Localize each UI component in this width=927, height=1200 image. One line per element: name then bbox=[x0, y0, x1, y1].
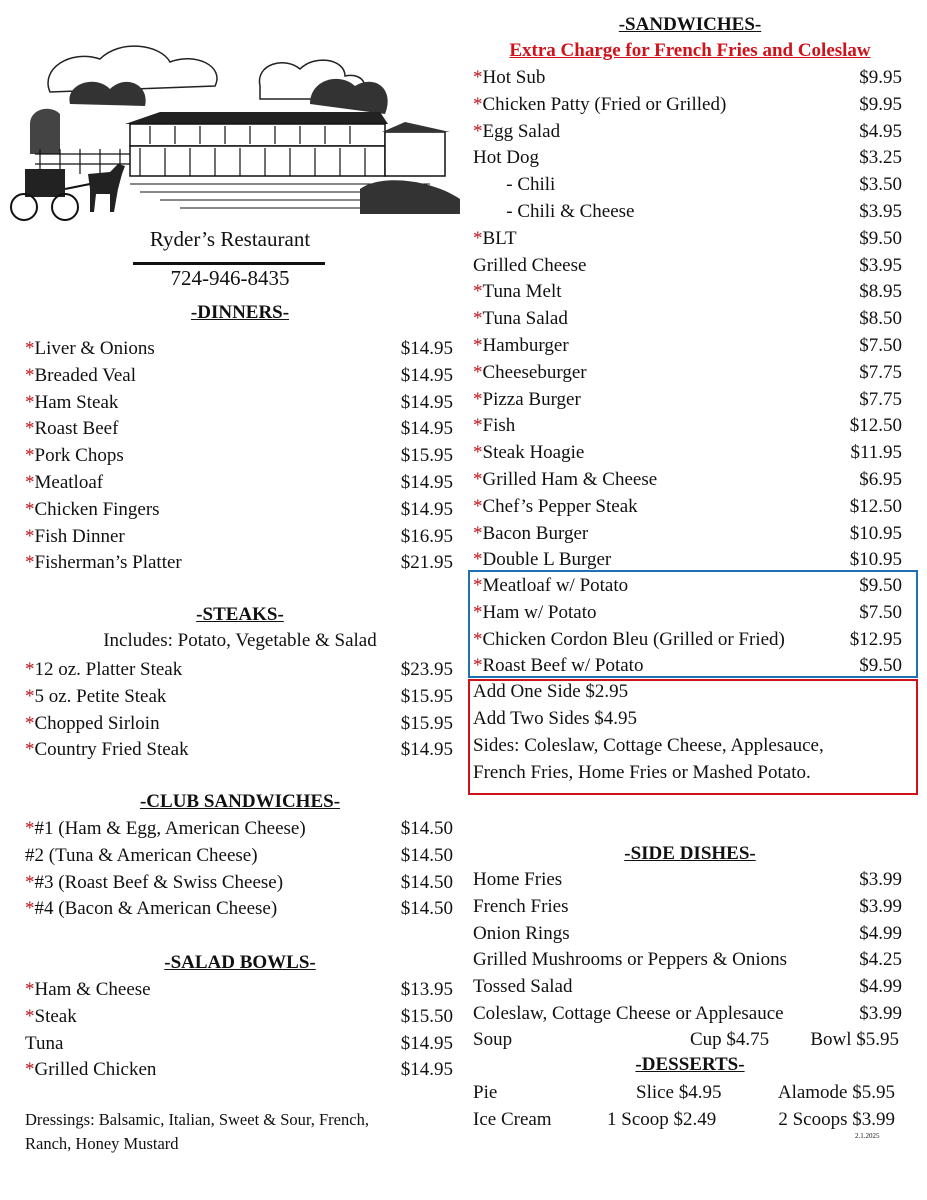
item-name bbox=[473, 412, 515, 439]
item-price: $15.95 bbox=[400, 712, 453, 734]
item-price: $15.95 bbox=[400, 685, 453, 707]
desserts-heading: -DESSERTS- bbox=[635, 1054, 745, 1075]
item-name bbox=[473, 198, 634, 225]
sandwich-item bbox=[473, 305, 902, 332]
sandwich-item bbox=[473, 466, 902, 493]
item-label: Hot Sub bbox=[482, 67, 546, 88]
star-marker: * bbox=[473, 575, 483, 596]
item-name bbox=[473, 359, 587, 386]
dinner-item bbox=[25, 362, 453, 389]
item-label: Roast Beef bbox=[34, 418, 119, 440]
item-name bbox=[25, 710, 160, 737]
item-label: Liver & Onions bbox=[34, 338, 155, 359]
sandwich-item bbox=[473, 91, 902, 118]
item-price: $4.99 bbox=[859, 922, 902, 944]
club-sandwiches-heading: -CLUB SANDWICHES- bbox=[139, 791, 341, 812]
item-price: $14.95 bbox=[400, 472, 453, 493]
star-marker: * bbox=[25, 659, 35, 680]
item-price: $7.50 bbox=[859, 601, 902, 623]
item-price: $15.95 bbox=[400, 445, 453, 467]
item-price: $9.50 bbox=[859, 655, 902, 677]
item-price: $14.50 bbox=[400, 898, 453, 920]
item-price: $7.50 bbox=[859, 335, 902, 356]
star-marker: * bbox=[25, 525, 35, 547]
item-price: $10.95 bbox=[849, 522, 902, 544]
ice-cream-row bbox=[473, 1106, 902, 1133]
star-marker: * bbox=[473, 549, 483, 571]
item-name bbox=[25, 895, 277, 922]
item-price: $14.95 bbox=[400, 338, 453, 359]
star-marker: * bbox=[25, 685, 35, 707]
potato-item bbox=[473, 652, 902, 679]
item-price: $12.95 bbox=[849, 628, 902, 650]
item-price: $3.99 bbox=[859, 869, 902, 890]
item-price: $14.95 bbox=[400, 391, 453, 413]
star-marker: * bbox=[473, 495, 483, 517]
item-label: #4 (Bacon & American Cheese) bbox=[34, 898, 278, 920]
star-marker: * bbox=[25, 871, 35, 893]
item-price: $15.50 bbox=[400, 1005, 453, 1027]
item-label: Double L Burger bbox=[482, 549, 612, 571]
item-label: Steak Hoagie bbox=[482, 442, 585, 464]
star-marker: * bbox=[473, 361, 483, 383]
star-marker: * bbox=[473, 442, 483, 464]
item-label: Egg Salad bbox=[482, 120, 561, 142]
item-name bbox=[473, 252, 586, 279]
item-label: Breaded Veal bbox=[34, 364, 136, 386]
item-label: #2 (Tuna & American Cheese) bbox=[25, 844, 258, 866]
item-label: Onion Rings bbox=[473, 922, 570, 944]
dinner-item bbox=[25, 496, 453, 523]
star-marker: * bbox=[25, 498, 35, 520]
dressings-line-2: Ranch, Honey Mustard bbox=[25, 1134, 179, 1153]
item-price: $3.99 bbox=[859, 895, 902, 917]
item-name bbox=[473, 920, 570, 947]
item-price: $7.75 bbox=[859, 361, 902, 383]
sides-list-line-1: Sides: Coleslaw, Cottage Cheese, Applesauce, bbox=[473, 735, 824, 756]
star-marker: * bbox=[473, 227, 483, 249]
star-marker: * bbox=[25, 364, 35, 386]
star-marker: * bbox=[473, 522, 483, 544]
restaurant-sketch bbox=[10, 14, 464, 226]
item-label: Home Fries bbox=[473, 869, 563, 890]
item-price: $3.50 bbox=[859, 174, 902, 196]
sandwich-item bbox=[473, 144, 902, 171]
dinner-item bbox=[25, 335, 453, 362]
item-price: $14.95 bbox=[400, 739, 453, 761]
menu-date: 2.1.2025 bbox=[855, 1132, 880, 1140]
item-label: #3 (Roast Beef & Swiss Cheese) bbox=[34, 871, 284, 893]
item-name bbox=[473, 1000, 784, 1027]
soup-row bbox=[473, 1026, 902, 1053]
item-name bbox=[25, 1030, 63, 1057]
club-sandwich-item bbox=[25, 895, 453, 922]
sandwich-item bbox=[473, 64, 902, 91]
item-label: Grilled Chicken bbox=[34, 1059, 157, 1081]
item-price: $3.25 bbox=[859, 147, 902, 169]
item-name bbox=[25, 1003, 77, 1030]
star-marker: * bbox=[25, 818, 35, 839]
star-marker: * bbox=[25, 979, 35, 1000]
item-label: #1 (Ham & Egg, American Cheese) bbox=[34, 818, 306, 839]
item-label: Tuna Melt bbox=[482, 281, 562, 303]
side-dish-item bbox=[473, 1000, 902, 1027]
item-label: Pizza Burger bbox=[482, 388, 581, 410]
sandwich-item bbox=[473, 252, 902, 279]
item-label: Fisherman’s Platter bbox=[34, 552, 182, 574]
item-name bbox=[25, 549, 182, 576]
item-label: Ham & Cheese bbox=[34, 979, 151, 1000]
item-label: 12 oz. Platter Steak bbox=[34, 659, 183, 680]
item-price: $3.99 bbox=[859, 1003, 902, 1024]
item-name bbox=[25, 523, 125, 550]
item-name bbox=[25, 656, 182, 683]
item-price: $12.50 bbox=[849, 495, 902, 517]
steak-item bbox=[25, 736, 453, 763]
item-label: Grilled Ham & Cheese bbox=[482, 469, 658, 490]
sandwiches-subheading: Extra Charge for French Fries and Coleslaw bbox=[509, 40, 871, 61]
steaks-heading: -STEAKS- bbox=[196, 604, 284, 625]
star-marker: * bbox=[473, 388, 483, 410]
soup-name: Soup bbox=[473, 1029, 513, 1050]
star-marker: * bbox=[25, 472, 35, 493]
star-marker: * bbox=[25, 552, 35, 574]
item-label: Meatloaf w/ Potato bbox=[482, 575, 629, 596]
star-marker: * bbox=[473, 93, 483, 115]
sandwich-item bbox=[473, 359, 902, 386]
item-price: $3.95 bbox=[859, 254, 902, 276]
item-name bbox=[473, 386, 581, 413]
item-price: $10.95 bbox=[849, 549, 902, 571]
item-label: Tuna Salad bbox=[482, 308, 568, 330]
item-name bbox=[473, 599, 597, 626]
item-label: Steak bbox=[34, 1005, 77, 1027]
item-name bbox=[473, 626, 785, 653]
item-label: Meatloaf bbox=[34, 472, 104, 493]
star-marker: * bbox=[25, 1005, 35, 1027]
star-marker: * bbox=[473, 628, 483, 650]
salad-bowl-item bbox=[25, 976, 453, 1003]
item-name bbox=[25, 415, 118, 442]
item-name bbox=[25, 842, 258, 869]
item-label: Chicken Patty (Fried or Grilled) bbox=[482, 93, 727, 115]
dinner-item bbox=[25, 469, 453, 496]
item-label: Fish Dinner bbox=[34, 525, 125, 547]
star-marker: * bbox=[25, 712, 35, 734]
add-two-sides: Add Two Sides $4.95 bbox=[473, 708, 638, 729]
star-marker: * bbox=[473, 281, 483, 303]
steak-item bbox=[25, 656, 453, 683]
potato-item bbox=[473, 626, 902, 653]
item-price: $14.50 bbox=[400, 818, 453, 839]
side-dish-item bbox=[473, 946, 902, 973]
item-price: $13.95 bbox=[400, 979, 453, 1000]
item-price: $14.95 bbox=[400, 1059, 453, 1081]
star-marker: * bbox=[473, 469, 483, 490]
star-marker: * bbox=[25, 418, 35, 440]
item-price: $21.95 bbox=[400, 552, 453, 574]
item-name bbox=[25, 815, 306, 842]
dinners-heading: -DINNERS- bbox=[190, 302, 290, 323]
sandwich-item bbox=[473, 198, 902, 225]
item-label: Grilled Mushrooms or Peppers & Onions bbox=[473, 949, 788, 971]
item-name bbox=[473, 466, 657, 493]
item-price: $8.95 bbox=[859, 281, 902, 303]
item-label: Hot Dog bbox=[473, 147, 539, 169]
item-label: Chef’s Pepper Steak bbox=[482, 495, 638, 517]
side-dish-item bbox=[473, 973, 902, 1000]
item-label: Grilled Cheese bbox=[473, 254, 587, 276]
ice-cream-one-scoop: 1 Scoop $2.49 bbox=[607, 1109, 717, 1130]
item-name bbox=[473, 866, 562, 893]
sandwiches-heading: -SANDWICHES- bbox=[618, 14, 762, 35]
star-marker: * bbox=[25, 445, 35, 467]
star-marker: * bbox=[25, 391, 35, 413]
sandwich-item bbox=[473, 412, 902, 439]
star-marker: * bbox=[473, 120, 483, 142]
salad-bowls-heading: -SALAD BOWLS- bbox=[164, 952, 316, 973]
sandwich-item bbox=[473, 386, 902, 413]
star-marker: * bbox=[473, 67, 483, 88]
star-marker: * bbox=[25, 739, 35, 761]
sandwich-item bbox=[473, 332, 902, 359]
item-name bbox=[473, 572, 628, 599]
dinner-item bbox=[25, 442, 453, 469]
item-price: $9.50 bbox=[859, 227, 902, 249]
club-sandwich-item bbox=[25, 842, 453, 869]
club-sandwich-item bbox=[25, 869, 453, 896]
star-marker: * bbox=[473, 655, 483, 677]
item-label: Cheeseburger bbox=[482, 361, 587, 383]
sandwich-item bbox=[473, 171, 902, 198]
add-one-side: Add One Side $2.95 bbox=[473, 681, 629, 702]
item-price: $3.95 bbox=[859, 201, 902, 222]
item-label: Tuna bbox=[25, 1032, 64, 1054]
item-name bbox=[473, 946, 787, 973]
item-label: Country Fried Steak bbox=[34, 739, 189, 761]
item-price: $12.50 bbox=[849, 415, 902, 437]
item-name bbox=[25, 335, 155, 362]
pie-slice-price: Slice $4.95 bbox=[636, 1082, 722, 1103]
item-label: 5 oz. Petite Steak bbox=[34, 685, 167, 707]
item-name bbox=[473, 171, 555, 198]
item-price: $6.95 bbox=[859, 469, 902, 490]
star-marker: * bbox=[25, 898, 35, 920]
item-price: $14.95 bbox=[400, 498, 453, 520]
sandwich-item bbox=[473, 520, 902, 547]
potato-item bbox=[473, 599, 902, 626]
item-price: $14.95 bbox=[400, 364, 453, 386]
item-name bbox=[25, 496, 160, 523]
item-price: $9.95 bbox=[859, 67, 902, 88]
sandwich-item bbox=[473, 493, 902, 520]
item-label: Chicken Cordon Bleu (Grilled or Fried) bbox=[482, 628, 785, 650]
sandwich-item bbox=[473, 118, 902, 145]
item-label: Roast Beef w/ Potato bbox=[482, 655, 644, 677]
item-price: $14.50 bbox=[400, 844, 453, 866]
dressings-line-1: Dressings: Balsamic, Italian, Sweet & Sour, French, bbox=[25, 1110, 369, 1129]
soup-bowl-price: Bowl $5.95 bbox=[810, 1029, 899, 1050]
item-label: Ham Steak bbox=[34, 391, 119, 413]
dinner-item bbox=[25, 549, 453, 576]
item-name bbox=[25, 389, 118, 416]
item-price: $16.95 bbox=[400, 525, 453, 547]
header-divider bbox=[133, 262, 325, 265]
item-name bbox=[473, 305, 568, 332]
item-price: $4.25 bbox=[859, 949, 902, 971]
star-marker: * bbox=[25, 1059, 35, 1081]
item-label: Coleslaw, Cottage Cheese or Applesauce bbox=[473, 1003, 784, 1024]
steak-item bbox=[25, 710, 453, 737]
item-name bbox=[25, 976, 151, 1003]
item-name bbox=[473, 493, 638, 520]
dinner-item bbox=[25, 389, 453, 416]
item-label: French Fries bbox=[473, 895, 569, 917]
item-name bbox=[25, 1056, 156, 1083]
pie-alamode-price: Alamode $5.95 bbox=[777, 1082, 895, 1103]
star-marker: * bbox=[473, 415, 483, 437]
item-label: - Chili & Cheese bbox=[473, 201, 635, 222]
item-name bbox=[473, 278, 562, 305]
soup-cup-price: Cup $4.75 bbox=[690, 1029, 770, 1050]
item-label: Fish bbox=[482, 415, 516, 437]
sandwich-item bbox=[473, 225, 902, 252]
dinner-item bbox=[25, 415, 453, 442]
item-name bbox=[473, 64, 545, 91]
restaurant-name: Ryder’s Restaurant bbox=[149, 227, 311, 251]
item-name bbox=[25, 442, 124, 469]
item-label: Hamburger bbox=[482, 335, 569, 356]
star-marker: * bbox=[473, 601, 483, 623]
star-marker: * bbox=[25, 338, 35, 359]
side-dishes-heading: -SIDE DISHES- bbox=[624, 843, 756, 864]
item-price: $11.95 bbox=[850, 442, 902, 464]
item-price: $9.50 bbox=[859, 575, 902, 596]
potato-item bbox=[473, 572, 902, 599]
item-name bbox=[473, 893, 569, 920]
dinner-item bbox=[25, 523, 453, 550]
item-name bbox=[473, 91, 726, 118]
item-price: $4.99 bbox=[859, 976, 902, 998]
item-label: Tossed Salad bbox=[473, 976, 573, 998]
side-dish-item bbox=[473, 920, 902, 947]
item-label: Pork Chops bbox=[34, 445, 124, 467]
item-name bbox=[25, 736, 189, 763]
item-name bbox=[473, 439, 584, 466]
ice-cream-two-scoops: 2 Scoops $3.99 bbox=[778, 1109, 895, 1130]
item-label: Chicken Fingers bbox=[34, 498, 160, 520]
item-name bbox=[473, 118, 560, 145]
item-label: BLT bbox=[482, 227, 517, 249]
pie-name: Pie bbox=[473, 1082, 498, 1103]
restaurant-phone: 724-946-8435 bbox=[170, 266, 290, 290]
salad-bowl-item bbox=[25, 1030, 453, 1057]
item-name bbox=[25, 362, 136, 389]
item-price: $14.50 bbox=[400, 871, 453, 893]
sandwich-item bbox=[473, 439, 902, 466]
club-sandwich-item bbox=[25, 815, 453, 842]
star-marker: * bbox=[473, 335, 483, 356]
item-price: $8.50 bbox=[859, 308, 902, 330]
item-name bbox=[25, 469, 103, 496]
pie-row bbox=[473, 1079, 902, 1106]
steaks-note: Includes: Potato, Vegetable & Salad bbox=[103, 630, 377, 651]
sides-list-line-2: French Fries, Home Fries or Mashed Potato. bbox=[473, 762, 811, 783]
item-label: Bacon Burger bbox=[482, 522, 589, 544]
item-label: Ham w/ Potato bbox=[482, 601, 597, 623]
item-price: $9.95 bbox=[859, 93, 902, 115]
item-price: $7.75 bbox=[859, 388, 902, 410]
item-name bbox=[25, 869, 283, 896]
item-name bbox=[473, 332, 569, 359]
side-dish-item bbox=[473, 893, 902, 920]
item-price: $23.95 bbox=[400, 659, 453, 680]
side-dish-item bbox=[473, 866, 902, 893]
item-name bbox=[473, 973, 572, 1000]
item-name bbox=[473, 144, 539, 171]
item-price: $14.95 bbox=[400, 1032, 453, 1054]
ice-cream-name: Ice Cream bbox=[473, 1109, 552, 1130]
item-name bbox=[473, 225, 517, 252]
salad-bowl-item bbox=[25, 1056, 453, 1083]
steak-item bbox=[25, 683, 453, 710]
item-name bbox=[473, 652, 643, 679]
item-name bbox=[25, 683, 166, 710]
star-marker: * bbox=[473, 308, 483, 330]
item-price: $14.95 bbox=[400, 418, 453, 440]
item-name bbox=[473, 520, 588, 547]
item-label: Chopped Sirloin bbox=[34, 712, 160, 734]
salad-bowl-item bbox=[25, 1003, 453, 1030]
sandwich-item bbox=[473, 278, 902, 305]
item-label: - Chili bbox=[473, 174, 556, 196]
item-price: $4.95 bbox=[859, 120, 902, 142]
